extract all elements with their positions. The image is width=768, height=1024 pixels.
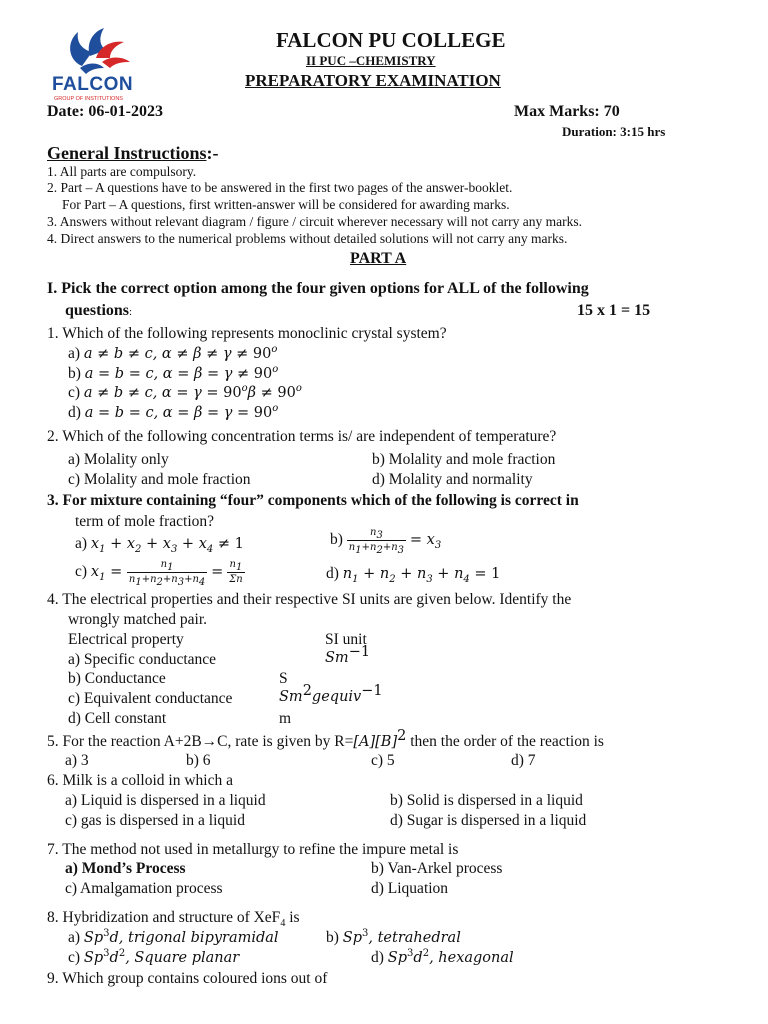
q6-option-b: b) Solid is dispersed in a liquid (390, 792, 583, 809)
q4-row-a-unit-text: Sm (325, 650, 349, 666)
q4-row-d-property: d) Cell constant (68, 710, 167, 727)
logo-text: FALCON (52, 74, 134, 95)
q3-option-b: b) $\frac{n_3}{n_1+n_2+n_3}$ = $x_3$ (330, 527, 442, 556)
question-5-tail: then the order of the reaction is (406, 733, 604, 750)
instruction-line: 1. All parts are compulsory. (47, 164, 197, 179)
max-marks: Max Marks: 70 (514, 103, 620, 120)
q8-option-c: c) $Sp^3d^2$, Square planar (68, 948, 240, 966)
question-8-tail: is (285, 909, 300, 926)
question-7: 7. The method not used in metallurgy to refine the impure metal is (47, 841, 459, 858)
q1-option-b: b) a = b = c, $\alpha = \beta = \gamma \ne 90^o$ (68, 364, 279, 382)
instruction-line: 3. Answers without relevant diagram / figure / circuit wherever necessary will not carry any marks. (47, 214, 582, 229)
section-heading-cont-text: questions (65, 302, 130, 319)
falcon-logo (52, 22, 142, 106)
exam-date: Date: 06-01-2023 (47, 103, 163, 120)
q6-option-d: d) Sugar is dispersed in a liquid (390, 812, 587, 829)
q1-option-c: c) a ≠ b ≠ c, $\alpha = \gamma = 90^o\beta \ne 90^o$ (68, 383, 302, 401)
instructions-title-suffix: :- (206, 143, 219, 163)
q1-option-a: a) a ≠ b ≠ c, $\alpha \ne \beta \ne \gamma \ne 90^o$ (68, 344, 278, 362)
q7-option-c: c) Amalgamation process (65, 880, 223, 897)
q3-option-a: a) $x_1 + x_2 + x_3 + x_4 \ne 1$ (75, 535, 244, 555)
section-heading: I. Pick the correct option among the four given options for ALL of the following (47, 280, 589, 297)
q2-option-d: d) Molality and normality (372, 471, 533, 488)
q4-row-b-unit: S (279, 670, 288, 687)
instruction-line: For Part – A questions, first written-answer will be considered for awarding marks. (62, 197, 510, 212)
section-marks: 15 x 1 = 15 (577, 302, 651, 319)
q5-option-b: b) 6 (186, 752, 211, 769)
q1-option-b-label: b) (68, 365, 85, 382)
exam-title: PREPARATORY EXAMINATION (245, 71, 501, 90)
q4-header-property: Electrical property (68, 631, 184, 648)
question-5: 5. For the reaction A+2B→C, rate is given by $R=[A][B]^2$ then the order of the reaction is (47, 727, 604, 750)
section-heading-cont: questions: (65, 302, 133, 319)
duration: Duration: 3:15 hrs (562, 124, 666, 139)
q3-option-d: d) $n_1 + n_2 + n_3 + n_4 = 1$ (326, 565, 501, 585)
q2-option-a: a) Molality only (68, 451, 169, 468)
instruction-line: 2. Part – A questions have to be answered in the first two pages of the answer-booklet. (47, 180, 513, 195)
question-3-cont: term of mole fraction? (75, 513, 215, 530)
q8-option-a: a) Sp$^3$d, trigonal bipyramidal (68, 928, 279, 946)
q2-option-b: b) Molality and mole fraction (372, 451, 556, 468)
q2-option-c: c) Molality and mole fraction (68, 471, 251, 488)
logo-tagline: GROUP OF INSTITUTIONS (54, 96, 123, 102)
q3-option-c: c) $x_1$ = $\frac{n_1}{n_1+n_2+n_3+n_4}$ = $\frac{n_1}{\Sigma n}$ (75, 559, 243, 588)
q1-option-d-label: d) (68, 404, 85, 421)
q7-option-d: d) Liquation (371, 880, 449, 897)
q4-row-b-property: b) Conductance (68, 670, 166, 687)
q4-row-d-unit: m (279, 710, 292, 727)
q4-row-a-property: a) Specific conductance (68, 651, 217, 668)
q5-option-d: d) 7 (511, 752, 536, 769)
question-9: 9. Which group contains coloured ions out of (47, 970, 328, 987)
question-8-text: 8. Hybridization and structure of XeF (47, 909, 281, 926)
instructions-title (47, 143, 219, 164)
subject-line: II PUC –CHEMISTRY (306, 53, 436, 68)
instructions-title-text: General Instructions (47, 143, 207, 163)
q1-option-c-label: c) (68, 384, 84, 401)
q4-header-unit: SI unit (325, 631, 367, 648)
question-8-sub: 4 (280, 918, 286, 930)
part-title: PART A (350, 250, 407, 267)
q8-option-b: b) Sp$^3$, tetrahedral (326, 928, 461, 946)
q4-row-c-property: c) Equivalent conductance (68, 690, 233, 707)
question-2: 2. Which of the following concentration terms is/ are independent of temperature? (47, 428, 557, 445)
question-6: 6. Milk is a colloid in which a (47, 772, 233, 789)
question-3: 3. For mixture containing “four” components which of the following is correct in (47, 492, 579, 509)
instruction-line: 4. Direct answers to the numerical problems without detailed solutions will not carry any marks. (47, 231, 568, 246)
q1-option-a-label: a) (68, 345, 84, 362)
question-8 (47, 909, 300, 930)
q5-option-c: c) 5 (371, 752, 395, 769)
question-4: 4. The electrical properties and their respective SI units are given below. Identify the (47, 591, 572, 608)
q6-option-a: a) Liquid is dispersed in a liquid (65, 792, 266, 809)
question-1: 1. Which of the following represents monoclinic crystal system? (47, 325, 447, 342)
q4-row-a-unit: $Sm^{-1}$ (325, 643, 371, 666)
q7-option-a: a) Mond’s Process (65, 860, 186, 877)
q5-option-a: a) 3 (65, 752, 89, 769)
q7-option-b: b) Van-Arkel process (371, 860, 503, 877)
q8-option-d: d) $Sp^3d^2$, hexagonal (371, 948, 514, 966)
q6-option-c: c) gas is dispersed in a liquid (65, 812, 245, 829)
q4-row-c-unit: Sm$^2$gequiv$^{-1}$ (279, 682, 383, 705)
college-name: FALCON PU COLLEGE (276, 28, 506, 52)
q1-option-d: d) a = b = c, $\alpha = \beta = \gamma = 90^o$ (68, 403, 279, 421)
question-5-text: 5. For the reaction A+2B→C, rate is given by R= (47, 733, 354, 750)
q4-row-c-unit-text: Sm (279, 689, 303, 705)
question-4-cont: wrongly matched pair. (68, 611, 208, 628)
